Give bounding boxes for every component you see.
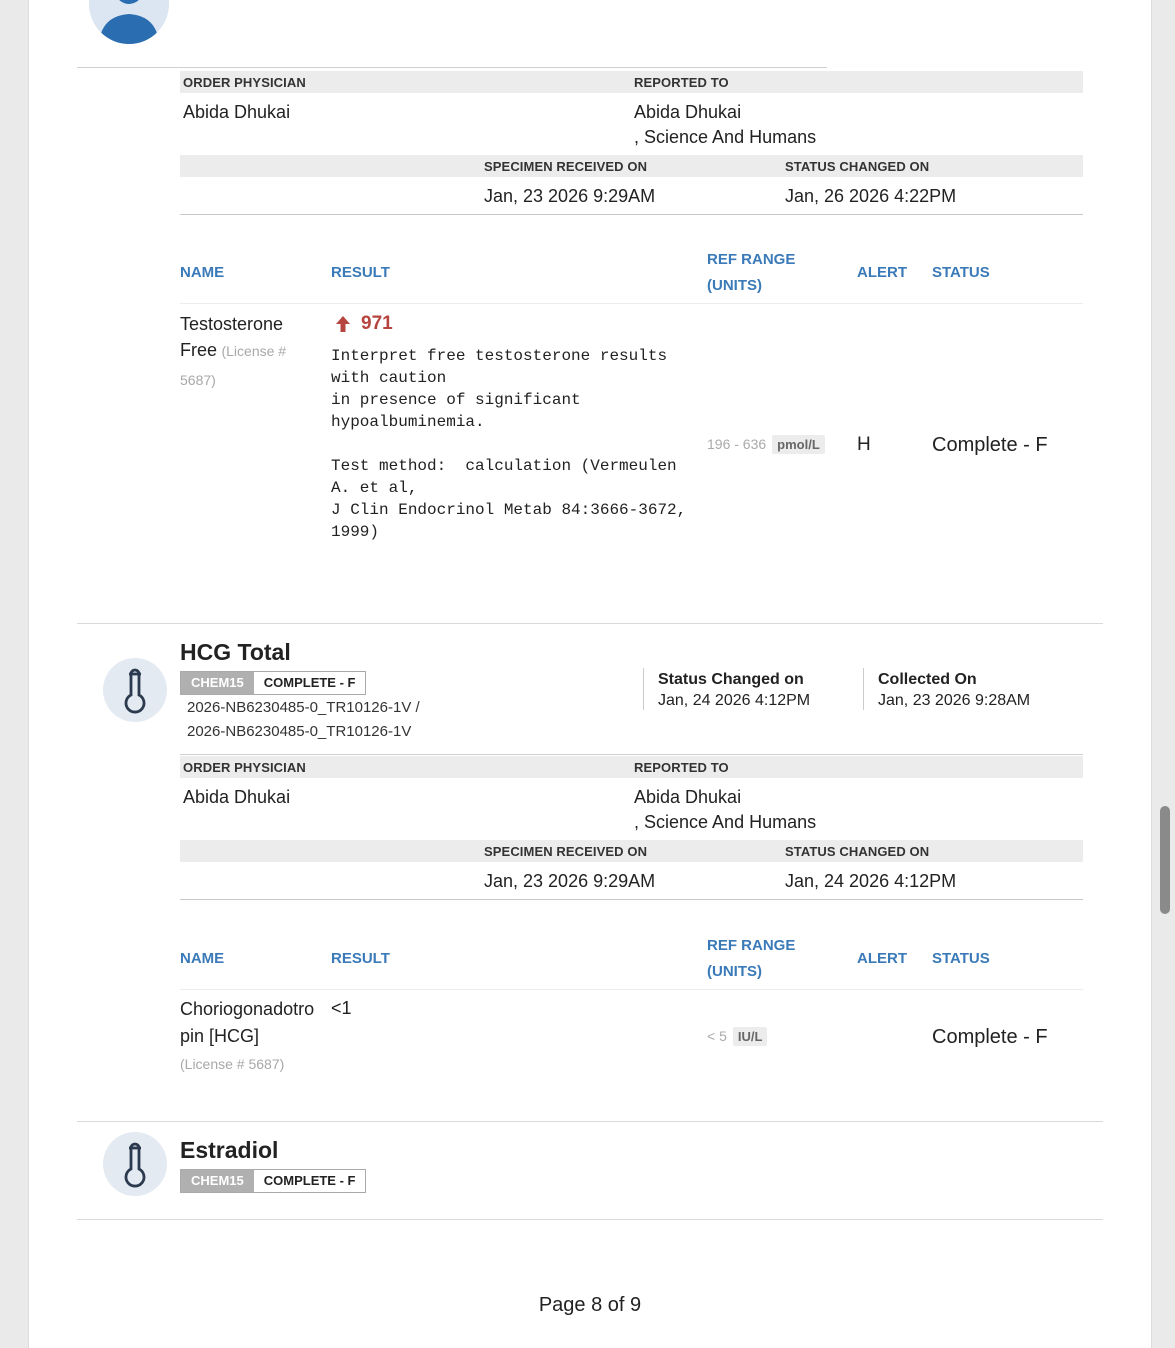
order-physician-label: ORDER PHYSICIAN (183, 75, 306, 90)
tag-code: CHEM15 (181, 672, 254, 694)
status-changed-value: Jan, 26 2026 4:22PM (785, 186, 957, 206)
tag-status-estradiol: COMPLETE - F (254, 1170, 366, 1192)
units-badge-hcg: IU/L (733, 1027, 768, 1046)
specimen-received-label: SPECIMEN RECEIVED ON (484, 159, 648, 174)
col-result-header: RESULT (331, 264, 390, 281)
ref-range-value-hcg: < 5 (707, 1028, 727, 1044)
license-number: 5687) (180, 372, 216, 388)
specimen-received-value: Jan, 23 2026 9:29AM (484, 186, 656, 206)
reported-to-label-hcg: REPORTED TO (634, 760, 729, 775)
col-status-header-hcg: STATUS (932, 950, 990, 967)
col-ref-range-header-hcg: REF RANGE (707, 937, 796, 954)
lab-icon-circle-estradiol (103, 1132, 167, 1196)
ref-range-group-hcg (707, 1027, 767, 1046)
ref-range-value: 196 - 636 (707, 436, 767, 452)
collected-on-label: Collected On (878, 671, 977, 688)
thermometer-icon (103, 658, 167, 722)
status-changed-value-hcg: Jan, 24 2026 4:12PM (785, 871, 957, 891)
order-physician-value-hcg: Abida Dhukai (183, 787, 291, 807)
col-name-header: NAME (180, 264, 225, 281)
reported-to-value-hcg: Abida Dhukai (634, 787, 742, 807)
result-value-group (335, 313, 393, 335)
status-tag-hcg (180, 671, 366, 695)
section-title-hcg: HCG Total (180, 639, 291, 665)
units-badge: pmol/L (772, 435, 825, 454)
col-alert-header: ALERT (857, 264, 907, 281)
collected-on-value: Jan, 23 2026 9:28AM (878, 692, 1031, 709)
test-name-line2 (180, 340, 286, 361)
alert-flag: H (857, 434, 871, 455)
specimen-received-value-hcg: Jan, 23 2026 9:29AM (484, 871, 656, 891)
tag-code-estradiol: CHEM15 (181, 1170, 254, 1192)
test-name-hcg-cont: pin [HCG] (180, 1026, 260, 1046)
scrollbar-thumb[interactable] (1160, 806, 1170, 914)
specimen-received-label-hcg: SPECIMEN RECEIVED ON (484, 844, 648, 859)
status-changed-on-label: Status Changed on (658, 671, 804, 688)
lab-icon-circle (103, 658, 167, 722)
report-page (28, 0, 1152, 1348)
user-avatar-icon (89, 0, 169, 44)
col-alert-header-hcg: ALERT (857, 950, 907, 967)
license-text-hcg: (License # 5687) (180, 1056, 285, 1072)
page-indicator: Page 8 of 9 (538, 1294, 642, 1316)
col-status-header: STATUS (932, 264, 990, 281)
status-value: Complete - F (932, 434, 1048, 456)
ref-range-group (707, 435, 825, 454)
test-name-cont: Free (180, 340, 218, 360)
col-result-header-hcg: RESULT (331, 950, 390, 967)
test-name-hcg: Choriogonadotro (180, 999, 315, 1019)
status-changed-on-value: Jan, 24 2026 4:12PM (658, 692, 811, 709)
status-tag-estradiol (180, 1169, 366, 1193)
col-ref-range-header: REF RANGE (707, 251, 796, 268)
result-note: Interpret free testosterone results with caution in presence of significant hypoalbuminemia. Test method: calculation (Vermeulen A. et al, J Clin Endocrinol Metab 84:3666-3672, 1999) (331, 347, 687, 541)
result-value: 971 (361, 313, 393, 334)
status-value-hcg: Complete - F (932, 1026, 1048, 1048)
col-units-header-hcg: (UNITS) (707, 963, 762, 980)
col-name-header-hcg: NAME (180, 950, 225, 967)
section-title-estradiol: Estradiol (180, 1137, 279, 1163)
reported-to-value: Abida Dhukai (634, 102, 742, 122)
result-value-hcg: <1 (331, 998, 352, 1018)
order-physician-label-hcg: ORDER PHYSICIAN (183, 760, 306, 775)
license-text: (License # (221, 343, 287, 359)
accession-line1: 2026-NB6230485-0_TR10126-1V / (187, 699, 420, 716)
thermometer-icon (103, 1132, 167, 1196)
test-name: Testosterone (180, 314, 284, 334)
arrow-up-icon (335, 315, 351, 333)
accession-line2: 2026-NB6230485-0_TR10126-1V (187, 723, 412, 740)
status-changed-label-hcg: STATUS CHANGED ON (785, 844, 930, 859)
order-physician-value: Abida Dhukai (183, 102, 291, 122)
reported-to-label: REPORTED TO (634, 75, 729, 90)
reported-to-org: , Science And Humans (634, 127, 817, 147)
col-units-header: (UNITS) (707, 277, 762, 294)
reported-to-org-hcg: , Science And Humans (634, 812, 817, 832)
tag-status: COMPLETE - F (254, 672, 366, 694)
status-changed-label: STATUS CHANGED ON (785, 159, 930, 174)
